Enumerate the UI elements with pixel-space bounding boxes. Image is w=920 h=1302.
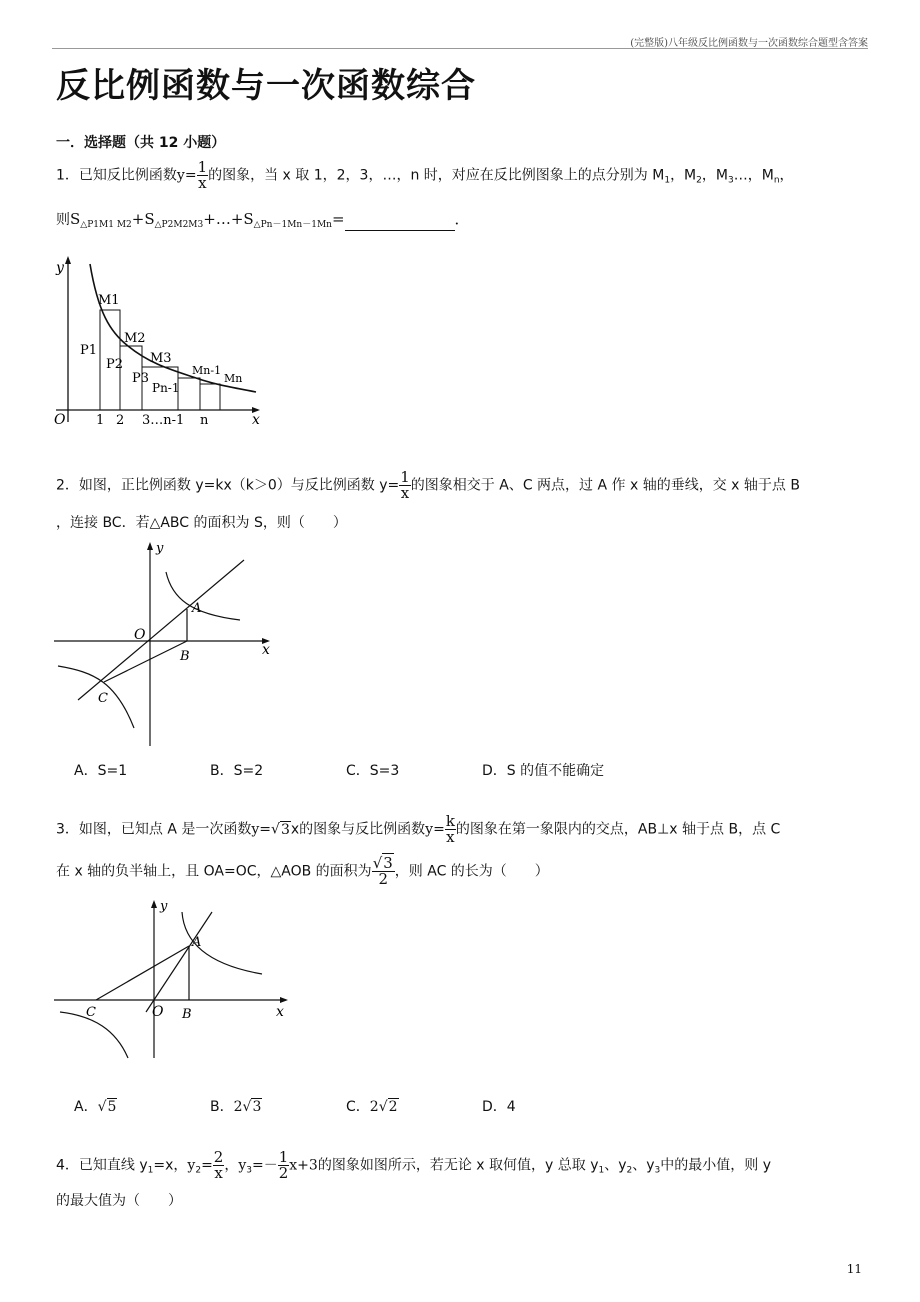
y-label: y (56, 260, 64, 276)
header-divider (52, 48, 868, 49)
option-b[interactable]: B．2√3 (210, 1099, 262, 1115)
x-label: x (262, 642, 270, 658)
point-label: M3 (150, 351, 172, 366)
page-title: 反比例函数与一次函数综合 (56, 66, 476, 106)
y-axis-arrow (65, 256, 71, 264)
answer-blank (345, 208, 455, 231)
figure-1-hyperbola-rectangles (46, 252, 270, 430)
option-a[interactable]: A．S=1 (74, 763, 128, 779)
point-b-label: B (182, 1007, 192, 1022)
segment-bc (104, 641, 187, 682)
question-2-line-1: 2．如图，正比例函数 y=kx（k＞0）与反比例函数 y= $\frac{1}{x}$ 的图象相交于 A、C 两点，过 A 作 x 轴的垂线，交 x 轴于点 B (56, 468, 800, 502)
question-4-line-2: 的最大值为（ ） (56, 1193, 182, 1209)
rectangle-pn-1 (178, 378, 200, 410)
origin-label: O (54, 412, 66, 428)
question-1-line-2: 则$S_{\triangle P1M1}$ $_{M2}+S_{\triangle P2M2M3}+\dots+S_{\triangle Pn-1Mn-1Mn}=$ ． (56, 210, 470, 230)
page-header: (完整版)八年级反比例函数与一次函数综合题型含答案 (630, 38, 868, 49)
tick-label: 2 (116, 413, 125, 428)
option-a[interactable]: A．√5 (74, 1099, 117, 1115)
hyperbola-branch-2 (58, 666, 134, 728)
point-label: Mn (224, 372, 243, 385)
option-c[interactable]: C．2√2 (346, 1099, 398, 1115)
point-label: M1 (98, 293, 120, 308)
tick-label: 3…n-1 (142, 413, 185, 428)
x-label: x (252, 412, 260, 428)
p-label: P3 (132, 371, 150, 386)
point-b-label: B (180, 649, 190, 664)
y-axis-arrow (151, 900, 157, 908)
point-a-label: A (192, 935, 202, 950)
x-axis-arrow (280, 997, 288, 1003)
y-axis-arrow (147, 542, 153, 550)
segment-ca (96, 946, 189, 1000)
point-c-label: C (98, 691, 108, 706)
page-number: 11 (846, 1262, 862, 1276)
question-3-line-2: 在 x 轴的负半轴上，且 OA=OC，△AOB 的面积为 $\frac{√3}{2}$ ，则 AC 的长为（ ） (56, 854, 549, 888)
fraction: $\frac{1}{x}$ (197, 158, 208, 192)
point-label: Mn-1 (192, 364, 222, 377)
sqrt-expression: √3 (271, 821, 290, 838)
p-label: P2 (106, 357, 124, 372)
fraction: $\frac{1}{x}$ (400, 468, 410, 502)
figure-2-line-hyperbola (54, 538, 284, 752)
figure-3-line-hyperbola (54, 898, 294, 1064)
y-label: y (160, 899, 168, 914)
p-label: Pn-1 (152, 381, 180, 395)
fraction: $\frac{k}{x}$ (445, 812, 455, 846)
fraction: $\frac{1}{2}$ (278, 1148, 289, 1182)
y-label: y (156, 541, 164, 556)
proportional-line (78, 560, 244, 700)
option-d[interactable]: D．S 的值不能确定 (482, 763, 605, 779)
option-d[interactable]: D．4 (482, 1099, 516, 1115)
hyperbola-branch-1 (166, 572, 240, 620)
point-a-label: A (192, 601, 202, 616)
fraction: $\frac{√3}{2}$ (372, 854, 393, 888)
point-c-label: C (86, 1005, 96, 1020)
line-y-sqrt3x (146, 912, 212, 1012)
fraction: $\frac{2}{x}$ (213, 1148, 224, 1182)
question-4-line-1: 4．已知直线 $y_1=x$，$y_2=$ $\frac{2}{x}$ ，$y_3=-$ $\frac{1}{2}$ x+3的图象如图所示，若无论 x 取何值，y 总取 $y_1$、$y_2$、$y_3$中的最小值，则 y (56, 1148, 772, 1182)
tick-label: 1 (96, 413, 105, 428)
x-label: x (276, 1004, 284, 1020)
point-label: M2 (124, 331, 146, 346)
origin-label: O (134, 627, 146, 643)
option-b[interactable]: B．S=2 (210, 763, 264, 779)
option-c[interactable]: C．S=3 (346, 763, 400, 779)
section-heading: 一．选择题（共 12 小题） (56, 135, 226, 151)
rectangle-pn (200, 384, 220, 410)
p-label: P1 (80, 343, 98, 358)
question-2-line-2: ，连接 BC．若△ABC 的面积为 S，则（ ） (56, 515, 347, 531)
question-1-line-1: 1．已知反比例函数y= $\frac{1}{x}$ 的图象，当 x 取 1，2，3，…，n 时，对应在反比例图象上的点分别为 $M_1$，$M_2$，$M_3\dots$，$M_n$， (56, 158, 794, 192)
origin-label: O (152, 1004, 164, 1020)
tick-label: n (200, 413, 209, 428)
question-3-line-1: 3．如图，已知点 A 是一次函数y=√3x的图象与反比例函数y= $\frac{k}{x}$ 的图象在第一象限内的交点，AB⊥x 轴于点 B，点 C (56, 812, 781, 846)
